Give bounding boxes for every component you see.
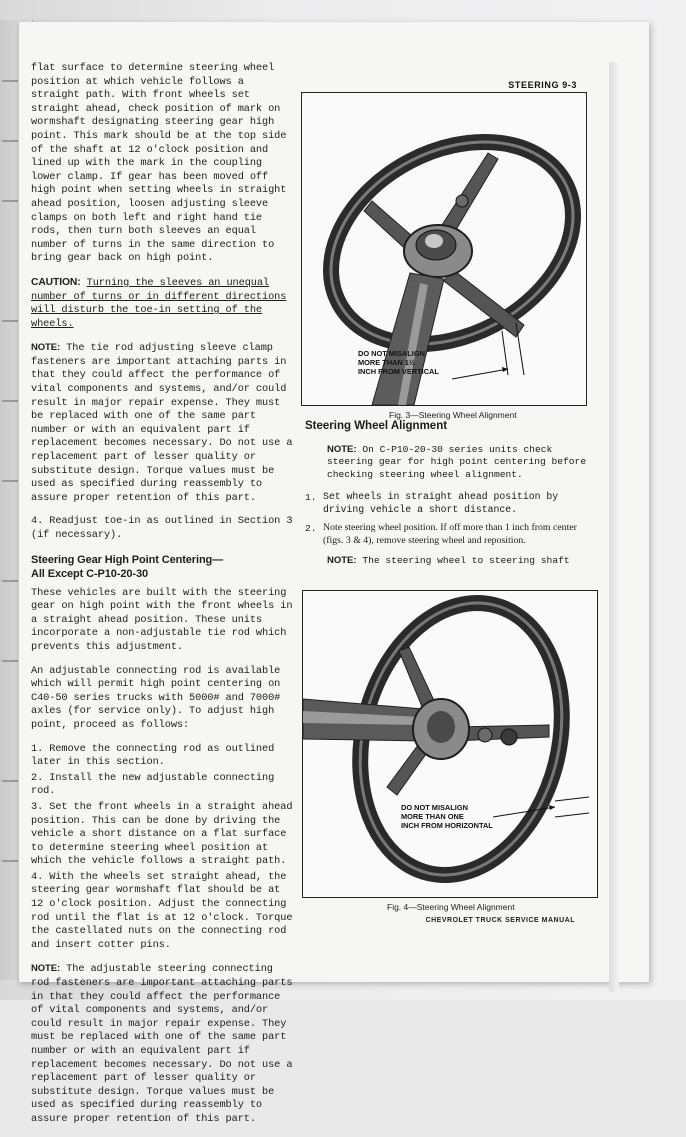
right-column	[305, 420, 595, 578]
steering-wheel-illustration-horizontal	[303, 591, 597, 897]
alignment-step-2	[305, 522, 595, 547]
section-title-line-2: All Except C-P10-20-30	[31, 567, 149, 580]
steering-wheel-alignment-heading: Steering Wheel Alignment	[305, 420, 448, 432]
list-item: 2. Install the new adjustable connecting rod.	[31, 771, 275, 798]
alignment-note	[327, 444, 595, 482]
note-text-2: The adjustable steering connecting rod fasteners are important attaching parts in that they could affect the performance of vital components and systems, and/or could result in major repair expense. They must be replaced with one of the same part number or with an equivalent part if replacement becomes necessary. Do not use a replacement part of lesser quality or substitute design. Torque values must be used as specified during reassembly to assure proper retention of this part.	[31, 963, 293, 1125]
list-item: 3. Set the front wheels in a straight ahead position. This can be done by driving the vehicle a short distance on a flat surface to determine steering wheel position at which the vehicle follows a straight path.	[31, 800, 293, 868]
figure-4-caption: Fig. 4—Steering Wheel Alignment	[387, 902, 515, 912]
page-stack-edge	[609, 62, 619, 992]
running-head: STEERING 9-3	[508, 80, 577, 90]
shaft-note	[327, 555, 595, 568]
page-footer: CHEVROLET TRUCK SERVICE MANUAL	[425, 917, 575, 924]
note-label-2: NOTE:	[31, 963, 61, 975]
note-paragraph-2	[31, 962, 293, 1126]
section-heading	[31, 553, 293, 581]
shaft-note-label: NOTE:	[327, 554, 357, 566]
caution-text: Turning the sleeves an unequal number of turns or in different directions will disturb the toe-in setting of the wheels.	[31, 276, 287, 330]
alignment-step-1	[305, 491, 595, 516]
section-title-line-1: Steering Gear High Point Centering—	[31, 553, 224, 566]
note-paragraph-1	[31, 341, 293, 505]
shaft-note-text: The steering wheel to steering shaft	[362, 554, 570, 566]
note-label-1: NOTE:	[31, 342, 61, 354]
caution-paragraph	[31, 276, 293, 331]
step-number: 2.	[305, 523, 317, 535]
list-item: 1. Remove the connecting rod as outlined later in this section.	[31, 742, 275, 769]
step-text: Set wheels in straight ahead position by driving vehicle a short distance.	[323, 491, 559, 515]
alignment-note-text: On C-P10-20-30 series units check steering gear for high point centering before checking steering wheel alignment.	[327, 443, 587, 480]
paragraph-built-high-point: These vehicles are built with the steering gear on high point with the front wheels in a straight ahead position. These units incorporate a non-adjustable tie rod which prevents this adjustment.	[31, 586, 293, 653]
alignment-note-label: NOTE:	[327, 443, 357, 455]
procedure-list	[31, 743, 293, 953]
paragraph-adjustable-rod: An adjustable connecting rod is available which will permit high point centering on C40-50 series trucks with 5000# and 7000# axles (for service only). To adjust high point, proceed as follows:	[31, 664, 281, 731]
manual-page	[18, 22, 649, 1125]
step-number: 1.	[305, 492, 317, 504]
intro-paragraph: flat surface to determine steering wheel position at which vehicle follows a straight path. With front wheels set straight ahead, check position of mark on wormshaft designating steering gear high point. This mark should be at the top side of the shaft at 12 o'clock position and lined up with the mark in the coupling lower clamp. If gear has been moved off high point when setting wheels in straight ahead position, loosen adjusting sleeve clamps on both left and right hand tie rods, then turn both sleeves an equal number of turns in the same direction to bring gear back on high point.	[31, 62, 287, 265]
figure-4-steering-wheel-horizontal	[302, 590, 598, 898]
steering-wheel-illustration-vertical	[302, 93, 586, 405]
note-text-1: The tie rod adjusting sleeve clamp fasteners are important attaching parts in that they could affect the performance of vital components and systems, and/or could result in major repair expense. They must be replaced with one of the same part number or with an equivalent part if replacement becomes necessary. Do not use a replacement part of lesser quality or substitute design. Torque values must be used as specified during reassembly to assure proper retention of this part.	[31, 342, 293, 504]
list-item: 4. With the wheels set straight ahead, the steering gear wormshaft flat should be at 12 o'clock position. Adjust the connecting rod until the flat is at 12 o'clock. Torque the castellated nuts on the connecting rod and insert cotter pins.	[31, 870, 293, 951]
step-text: Note steering wheel position. If off more than 1 inch from center (figs. 3 & 4), remove steering wheel and reposition.	[323, 522, 577, 546]
step-4-readjust: 4. Readjust toe-in as outlined in Section 3 (if necessary).	[31, 515, 293, 541]
caution-label: CAUTION:	[31, 276, 81, 288]
figure-3-caption: Fig. 3—Steering Wheel Alignment	[389, 410, 517, 420]
figure-3-callout: DO NOT MISALIGN MORE THAN 1½ INCH FROM VERTICAL	[358, 349, 439, 376]
figure-3-steering-wheel-vertical	[301, 92, 587, 406]
figure-4-callout: DO NOT MISALIGN MORE THAN ONE INCH FROM HORIZONTAL	[401, 803, 493, 830]
left-column	[31, 62, 293, 1137]
